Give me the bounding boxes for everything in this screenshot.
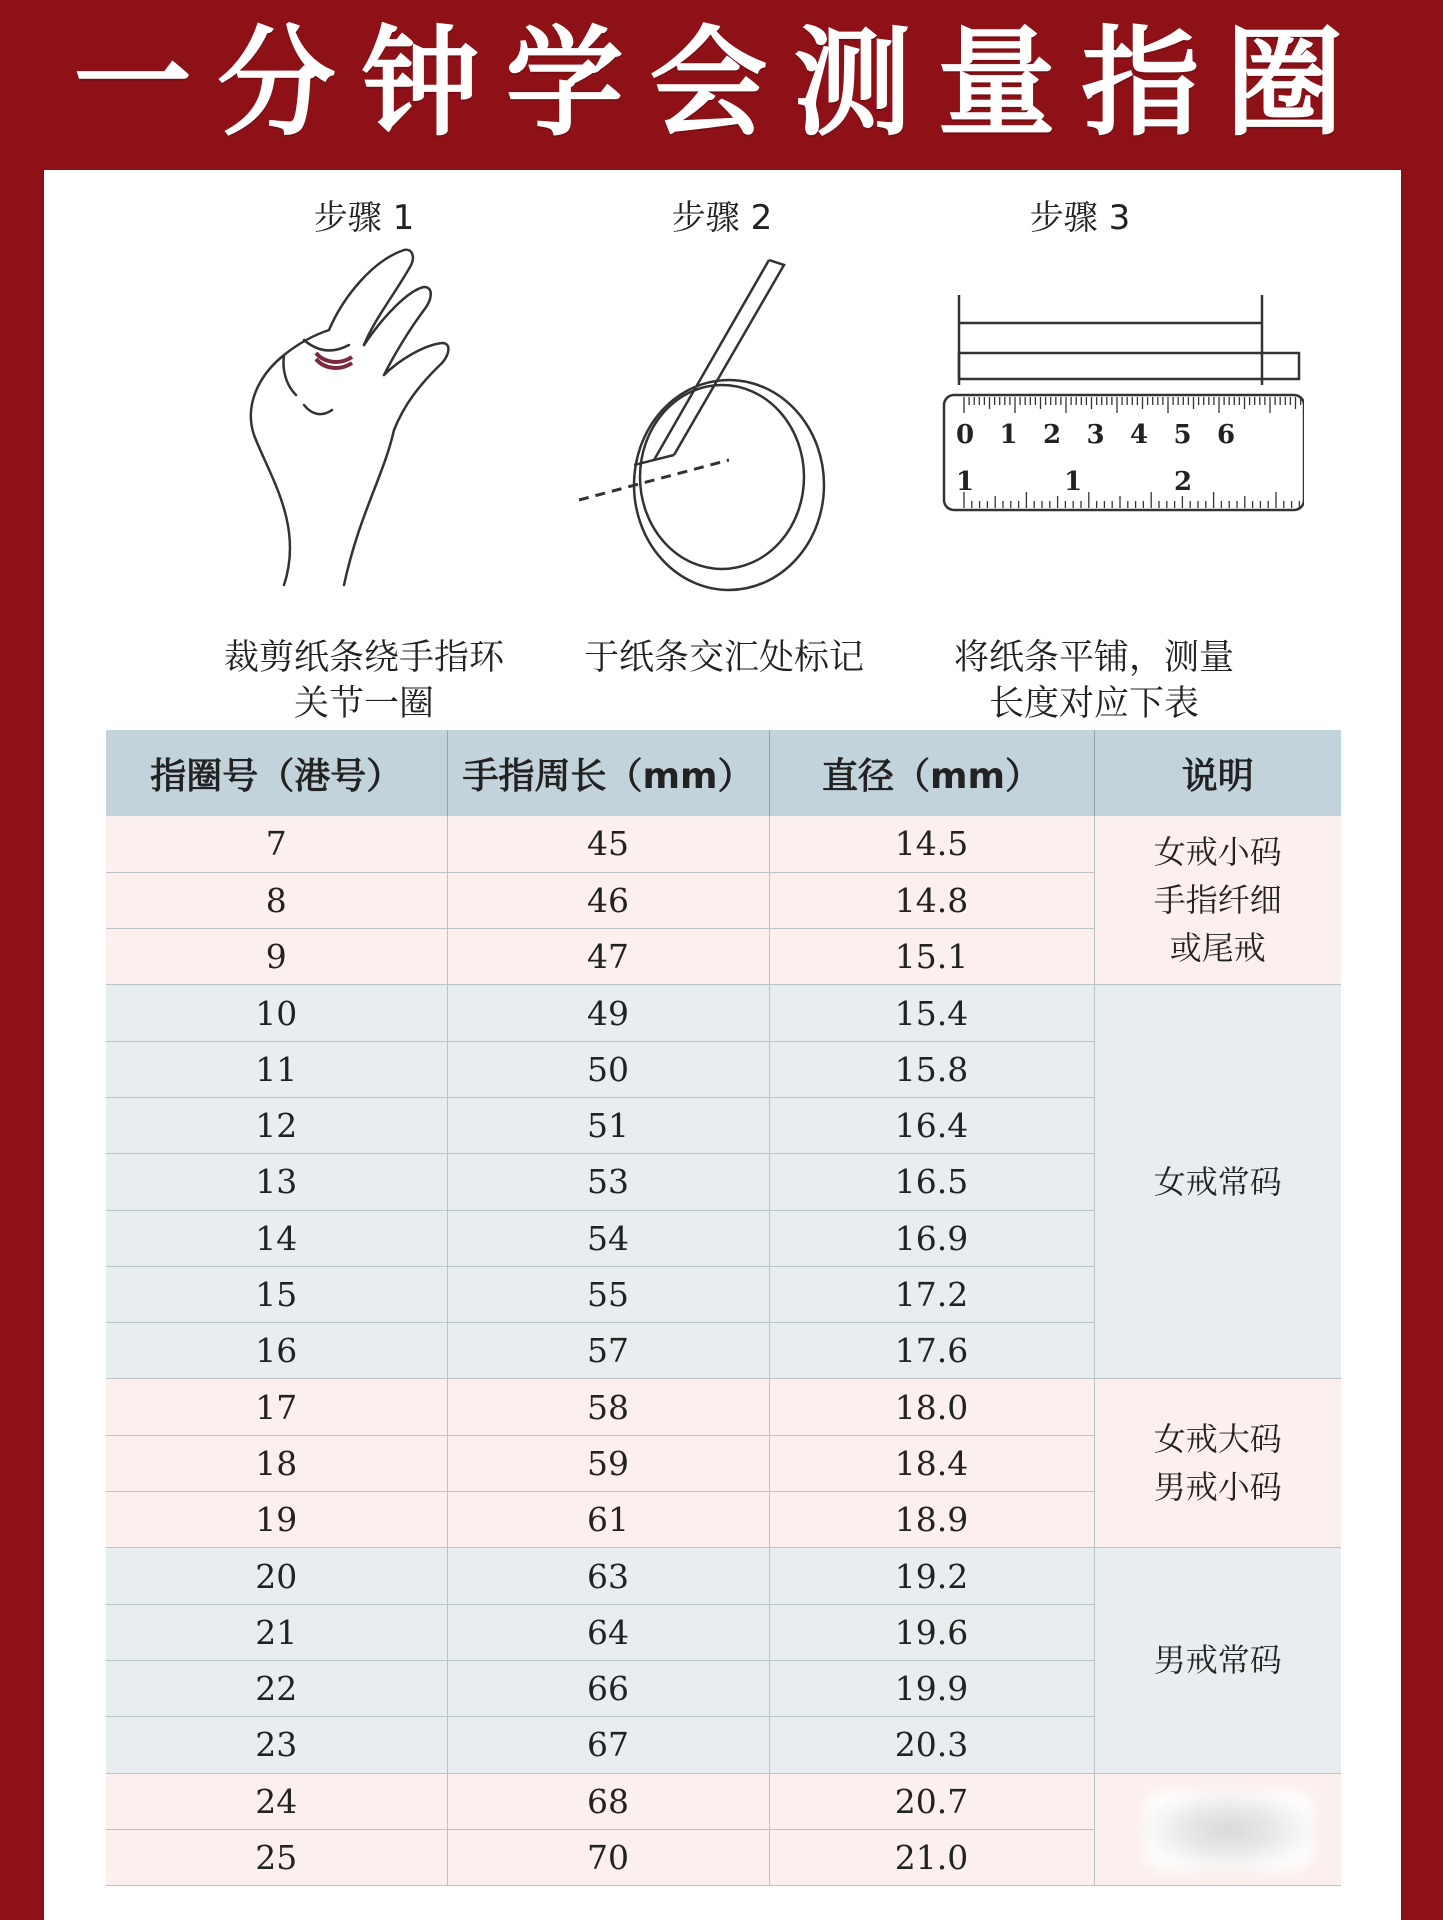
cell-diameter: 16.9 (769, 1210, 1094, 1266)
blurred-watermark (1144, 1790, 1314, 1870)
header-circumference: 手指周长（mm） (447, 730, 769, 816)
cell-ring-size: 11 (106, 1041, 447, 1097)
cell-ring-size: 9 (106, 929, 447, 985)
cell-ring-size: 12 (106, 1097, 447, 1153)
cell-diameter: 17.6 (769, 1323, 1094, 1379)
note-line: 男戒小码 (1153, 1468, 1282, 1507)
cell-diameter: 15.4 (769, 985, 1094, 1041)
cell-diameter: 18.0 (769, 1379, 1094, 1435)
cell-note (1094, 985, 1341, 1379)
table-header-row (106, 730, 1341, 816)
step-3-caption (914, 635, 1274, 727)
cell-ring-size: 19 (106, 1492, 447, 1548)
cell-ring-size: 16 (106, 1323, 447, 1379)
table-row (106, 1548, 1341, 1604)
cell-diameter: 15.8 (769, 1041, 1094, 1097)
cell-circumference: 58 (447, 1379, 769, 1435)
cell-circumference: 61 (447, 1492, 769, 1548)
cell-circumference: 68 (447, 1773, 769, 1829)
cell-ring-size: 10 (106, 985, 447, 1041)
header-ring-size: 指圈号（港号） (106, 730, 447, 816)
cell-circumference: 67 (447, 1717, 769, 1773)
cell-circumference: 51 (447, 1097, 769, 1153)
cell-diameter: 18.4 (769, 1435, 1094, 1491)
step-2-title: 步骤 2 (671, 198, 773, 238)
note-line: 男戒常码 (1153, 1641, 1282, 1680)
note-line: 女戒小码 (1153, 833, 1282, 872)
ruler-ticks-top (964, 397, 1301, 413)
cell-diameter: 19.6 (769, 1604, 1094, 1660)
cell-note (1094, 1548, 1341, 1773)
cell-ring-size: 17 (106, 1379, 447, 1435)
cell-circumference: 50 (447, 1041, 769, 1097)
cell-circumference: 54 (447, 1210, 769, 1266)
cell-ring-size: 8 (106, 872, 447, 928)
cell-circumference: 55 (447, 1266, 769, 1322)
header-diameter: 直径（mm） (769, 730, 1094, 816)
cell-circumference: 47 (447, 929, 769, 985)
ruler-label-top: 5 (1173, 420, 1192, 450)
paper-loop-illustration (564, 255, 894, 600)
note-line: 女戒大码 (1153, 1420, 1282, 1459)
table-row (106, 1379, 1341, 1435)
ruler-label-top: 2 (1043, 420, 1062, 450)
step-1-title: 步骤 1 (313, 198, 415, 238)
step-1-caption-line-1: 裁剪纸条绕手指环 (223, 638, 504, 678)
step-1-caption (184, 635, 544, 727)
cell-diameter: 14.5 (769, 816, 1094, 872)
cell-diameter: 20.3 (769, 1717, 1094, 1773)
cell-circumference: 59 (447, 1435, 769, 1491)
cell-circumference: 46 (447, 872, 769, 928)
step-3-caption-line-1: 将纸条平铺，测量 (953, 638, 1234, 678)
cell-ring-size: 18 (106, 1435, 447, 1491)
table-body (106, 816, 1341, 1886)
cell-diameter: 19.2 (769, 1548, 1094, 1604)
cell-diameter: 21.0 (769, 1829, 1094, 1885)
cell-circumference: 66 (447, 1660, 769, 1716)
ruler-label-top: 0 (956, 420, 975, 450)
step-3-caption-line-2: 长度对应下表 (988, 684, 1199, 724)
cell-ring-size: 25 (106, 1829, 447, 1885)
cell-diameter: 19.9 (769, 1660, 1094, 1716)
step-2-caption-line-1: 于纸条交汇处标记 (583, 638, 864, 678)
hand-ring-illustration (224, 245, 544, 595)
table-row (106, 816, 1341, 872)
cell-circumference: 63 (447, 1548, 769, 1604)
cell-circumference: 57 (447, 1323, 769, 1379)
note-line: 女戒常码 (1153, 1162, 1282, 1201)
step-2-caption (544, 635, 904, 681)
cell-circumference: 64 (447, 1604, 769, 1660)
cell-diameter: 17.2 (769, 1266, 1094, 1322)
cell-diameter: 20.7 (769, 1773, 1094, 1829)
ring-size-table (106, 730, 1341, 1886)
table-row (106, 985, 1341, 1041)
cell-circumference: 53 (447, 1154, 769, 1210)
ruler-label-top: 1 (999, 420, 1018, 450)
cell-ring-size: 22 (106, 1660, 447, 1716)
content-card (44, 170, 1401, 1920)
cell-ring-size: 13 (106, 1154, 447, 1210)
ruler-label-top: 4 (1130, 420, 1149, 450)
cell-circumference: 49 (447, 985, 769, 1041)
ruler-label-bottom: 1 (1064, 467, 1083, 497)
cell-diameter: 16.4 (769, 1097, 1094, 1153)
cell-ring-size: 21 (106, 1604, 447, 1660)
cell-diameter: 14.8 (769, 872, 1094, 928)
cell-diameter: 16.5 (769, 1154, 1094, 1210)
note-line: 手指纤细 (1153, 881, 1282, 920)
ruler-label-top: 3 (1086, 420, 1105, 450)
cell-ring-size: 15 (106, 1266, 447, 1322)
cell-circumference: 70 (447, 1829, 769, 1885)
step-3-title: 步骤 3 (1029, 198, 1131, 238)
ruler-label-bottom: 2 (1174, 467, 1193, 497)
cell-ring-size: 24 (106, 1773, 447, 1829)
page-title: 一分钟学会测量指圈 (73, 14, 1370, 152)
note-line: 或尾戒 (1169, 929, 1266, 968)
cell-ring-size: 7 (106, 816, 447, 872)
cell-ring-size: 14 (106, 1210, 447, 1266)
cell-diameter: 15.1 (769, 929, 1094, 985)
ruler-ticks-bottom (964, 492, 1304, 508)
step-1-caption-line-2: 关节一圈 (293, 684, 434, 724)
header-note: 说明 (1094, 730, 1341, 816)
cell-ring-size: 20 (106, 1548, 447, 1604)
ruler-label-bottom: 1 (956, 467, 975, 497)
cell-diameter: 18.9 (769, 1492, 1094, 1548)
cell-note (1094, 816, 1341, 985)
cell-note (1094, 1379, 1341, 1548)
ruler-measurement-illustration (924, 285, 1304, 530)
ruler-label-top: 6 (1217, 420, 1236, 450)
cell-circumference: 45 (447, 816, 769, 872)
cell-ring-size: 23 (106, 1717, 447, 1773)
